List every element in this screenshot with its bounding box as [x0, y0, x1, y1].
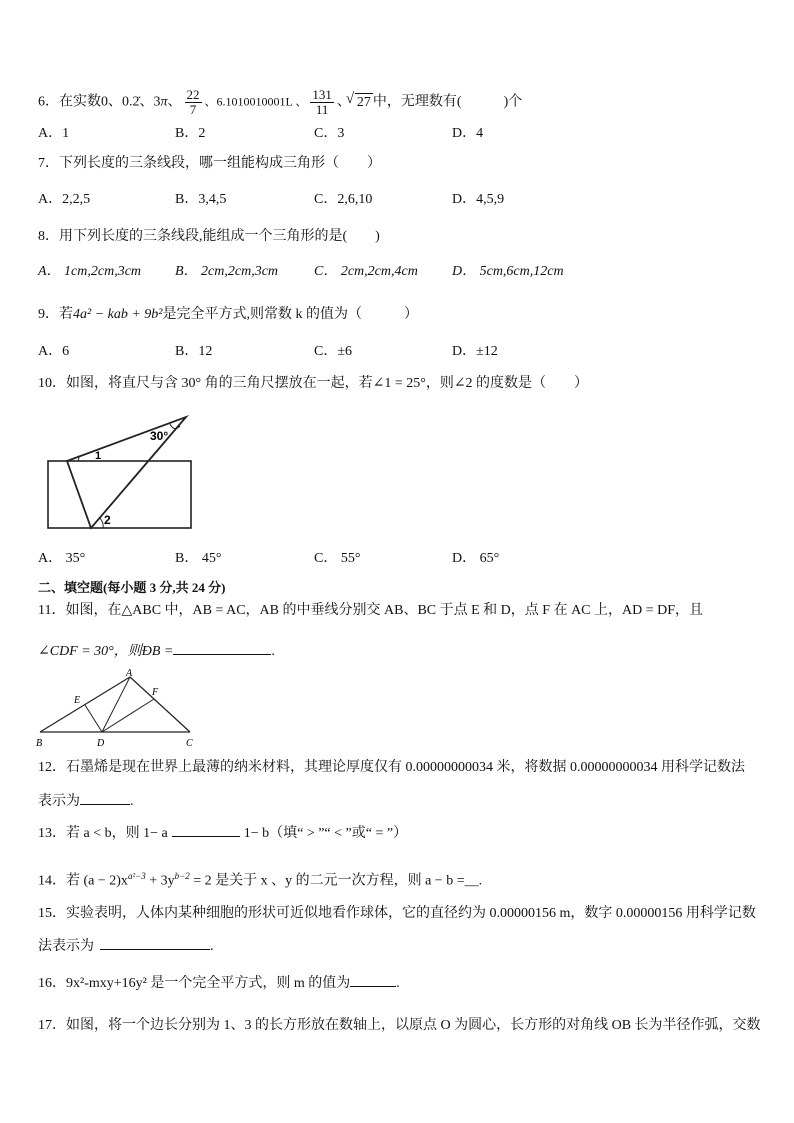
label-30-degree: 30°: [150, 429, 169, 443]
q16-text: 16．9x²-mxy+16y² 是一个完全平方式，则 m 的值为: [38, 976, 351, 991]
q15-end: .: [210, 939, 214, 954]
segment-df: [102, 699, 154, 732]
label-b: B: [36, 738, 43, 749]
option-d: D． 65°: [452, 551, 500, 566]
label-f: F: [152, 687, 159, 698]
question-8-options: [38, 263, 758, 281]
q9-suffix: 是完全平方式,则常数 k 的值为（ ）: [162, 307, 419, 322]
answer-blank[interactable]: [80, 790, 130, 805]
triangle-abc-figure: [34, 668, 204, 750]
q6-text: 、: [336, 94, 351, 110]
label-angle-2: 2: [104, 513, 111, 527]
option-c: C． 55°: [314, 551, 361, 566]
question-6-stem: [38, 88, 522, 117]
segment-ac: [130, 677, 190, 732]
question-9-options: [38, 343, 758, 361]
option-c: C．±6: [314, 344, 353, 359]
option-a: A．1: [38, 126, 70, 141]
answer-blank[interactable]: [172, 822, 240, 837]
label-c: C: [186, 738, 193, 749]
q9-expression: 4a² − kab + 9b²: [73, 307, 163, 322]
q6-pi: π: [160, 94, 168, 110]
option-b: B．12: [175, 344, 213, 359]
question-16: [38, 972, 400, 993]
question-9-stem: [38, 306, 418, 324]
question-15-line-2: [38, 935, 214, 956]
label-d: D: [97, 738, 105, 749]
question-7-options: [38, 191, 758, 209]
option-a: A． 35°: [38, 551, 86, 566]
q14-exponent-y: b−2: [174, 871, 190, 881]
answer-blank[interactable]: [173, 640, 271, 655]
option-b: B．2: [175, 126, 206, 141]
option-a: A． 1cm,2cm,3cm: [38, 264, 142, 279]
label-e: E: [74, 695, 81, 706]
question-12-line-1: 12．石墨烯是现在世界上最薄的纳米材料，其理论厚度仅有 0.00000000034 米，将数据 0.00000000034 用科学记数法: [38, 760, 745, 775]
q14-exponent-x: a²−3: [127, 871, 146, 881]
option-d: D．4: [452, 126, 484, 141]
option-c: C．3: [314, 126, 345, 141]
q16-end: .: [396, 976, 400, 991]
fraction-numerator: 22: [186, 87, 200, 102]
option-b: B． 45°: [175, 551, 222, 566]
fraction-numerator: 131: [312, 87, 332, 102]
question-12-line-2: [38, 790, 134, 811]
option-d: D．±12: [452, 344, 498, 359]
fraction-denominator: 7: [189, 102, 197, 117]
q13-prefix: 13．若 a < b，则 1− a: [38, 826, 168, 841]
q9-prefix: 9．若: [38, 307, 73, 322]
question-10-stem: 10．如图，将直尺与含 30° 角的三角尺摆放在一起，若∠1 = 25°，则∠2 的度数是（ ）: [38, 376, 589, 391]
q6-suffix: 中，无理数有( )个: [372, 94, 523, 110]
question-11-line-2: [38, 640, 275, 661]
question-8-stem: 8．用下列长度的三条线段,能组成一个三角形的是( ): [38, 229, 380, 244]
q14-term: + 3y: [145, 873, 175, 889]
label-angle-1: 1: [95, 450, 102, 462]
option-a: A．2,2,5: [38, 192, 91, 207]
answer-blank[interactable]: [350, 972, 396, 987]
question-10-options: [38, 550, 758, 568]
question-11-line-1: 11．如图，在△ABC 中，AB = AC，AB 的中垂线分别交 AB、BC 于点 E 和 D，点 F 在 AC 上，AD = DF，且: [38, 603, 704, 618]
option-a: A．6: [38, 344, 70, 359]
question-14: [38, 867, 482, 891]
q6-text: 、6.1010010001L 、: [204, 94, 308, 109]
q12-end: .: [130, 794, 134, 809]
q6-text: 、: [167, 94, 182, 110]
option-c: C． 2cm,2cm,4cm: [314, 264, 418, 279]
q6-prefix: 6．在实数0、0.: [38, 94, 133, 110]
q6-fraction-1: [185, 88, 202, 117]
angle-2-arc: [100, 518, 103, 528]
question-13: [38, 822, 407, 843]
option-d: D． 5cm,6cm,12cm: [452, 264, 564, 279]
question-6-options: [38, 125, 758, 143]
q14-prefix: 14．若 (a − 2)x: [38, 873, 128, 889]
answer-blank[interactable]: [100, 935, 210, 950]
section-heading-fill-in: 二、填空题(每小题 3 分,共 24 分): [38, 580, 226, 595]
fraction-denominator: 11: [315, 102, 329, 117]
segment-ed: [85, 705, 102, 732]
ruler-triangle-figure: [40, 410, 200, 535]
label-a: A: [126, 668, 133, 679]
q11-condition: ∠CDF = 30°，则ÐB =: [38, 644, 174, 659]
option-d: D．4,5,9: [452, 192, 505, 207]
q11-end: .: [271, 644, 275, 659]
option-c: C．2,6,10: [314, 192, 373, 207]
q6-sqrt: √ 27: [355, 93, 373, 112]
q13-suffix: 1− b（填“ > ”“ < ”或“ = ”）: [243, 826, 408, 841]
q6-text: 、3: [139, 94, 161, 110]
q12-text: 表示为: [38, 794, 80, 809]
question-17-line-1: 17．如图，将一个边长分别为 1、3 的长方形放在数轴上，以原点 O 为圆心，长方形的对角线 OB 长为半径作弧，交数: [38, 1018, 761, 1033]
q6-fraction-2: [310, 88, 334, 117]
q15-text: 法表示为: [38, 939, 94, 954]
option-b: B．3,4,5: [175, 192, 227, 207]
q6-repeating-digit: 2̇: [132, 94, 140, 110]
question-7-stem: 7．下列长度的三条线段，哪一组能构成三角形（ ）: [38, 156, 381, 171]
q14-text: = 2 是关于 x 、y 的二元一次方程，则 a − b =: [189, 873, 465, 889]
option-b: B． 2cm,2cm,3cm: [175, 264, 279, 279]
q14-answer-blank: __.: [464, 873, 483, 889]
question-15-line-1: 15．实验表明，人体内某种细胞的形状可近似地看作球体，它的直径约为 0.00000156 m，数字 0.00000156 用科学记数: [38, 906, 756, 921]
